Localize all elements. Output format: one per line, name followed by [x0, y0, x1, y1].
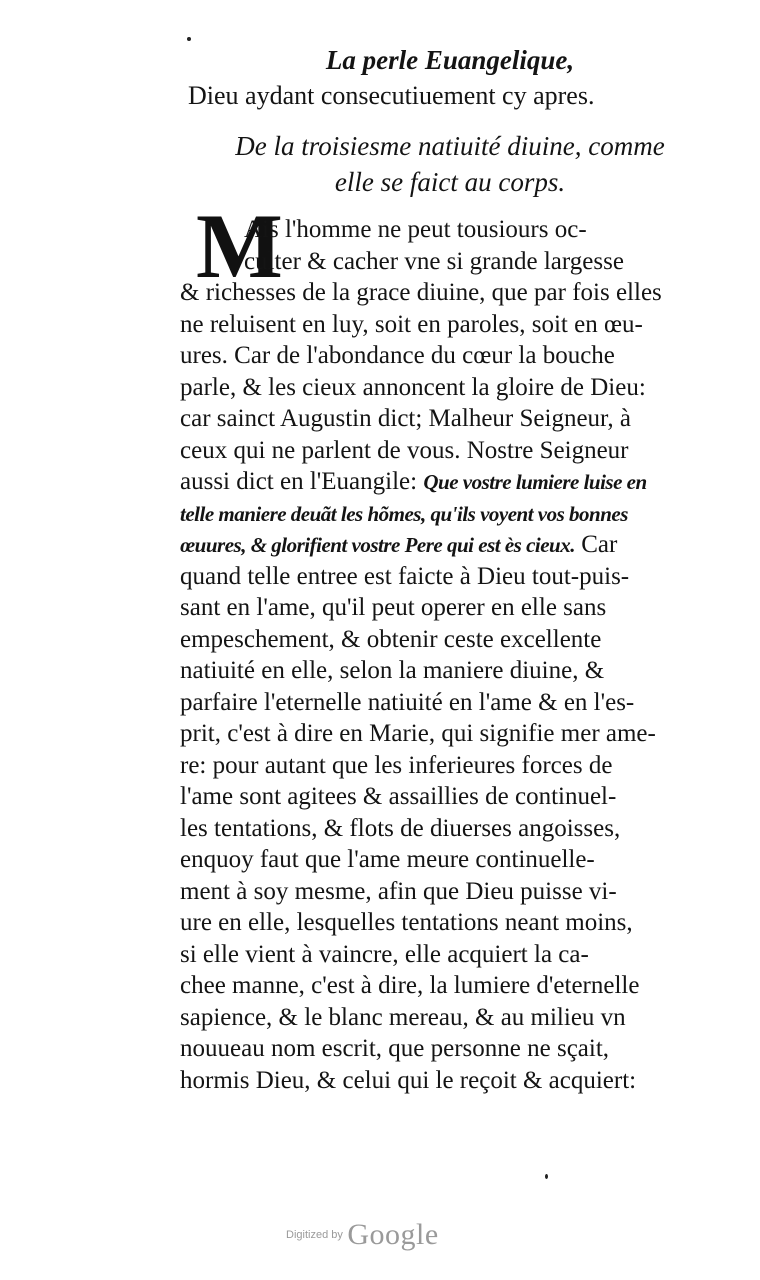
- text-line: ment à soy mesme, afin que Dieu puisse vi-: [180, 877, 617, 905]
- text-line: quand telle entree est faicte à Dieu tout-puis-: [180, 562, 630, 590]
- scripture-quote-1: Que vostre lumiere luise en: [423, 470, 647, 494]
- text-line: empeschement, & obtenir ceste excellente: [180, 625, 602, 653]
- running-title: La perle Euangelique,: [325, 45, 575, 75]
- text-line: prit, c'est à dire en Marie, qui signifie mer ame-: [180, 720, 656, 747]
- text-line: ceux qui ne parlent de vous. Nostre Seigneur: [180, 436, 629, 464]
- text-line: [180, 466, 720, 498]
- watermark-prefix: Digitized by: [286, 1229, 343, 1241]
- text-line: nouueau nom escrit, que personne ne sçait,: [180, 1035, 610, 1062]
- text-line: si elle vient à vaincre, elle acquiert la ca-: [180, 940, 589, 968]
- text-run: aussi dict en l'Euangile:: [180, 468, 424, 495]
- drop-cap-letter: M: [196, 195, 283, 297]
- chapter-title-line-2: elle se faict au corps.: [334, 167, 566, 197]
- running-subtitle: Dieu aydant consecutiuement cy apres.: [188, 81, 595, 110]
- text-line: natiuité en elle, selon la maniere diuine, &: [180, 657, 605, 684]
- body-text: [180, 214, 720, 1096]
- text-line: parfaire l'eternelle natiuité en l'ame & en l'es-: [180, 688, 635, 716]
- text-line: hormis Dieu, & celui qui le reçoit & acquiert:: [180, 1066, 637, 1094]
- google-logo: Google: [347, 1218, 439, 1251]
- text-line: ures. Car de l'abondance du cœur la bouche: [180, 342, 615, 369]
- ink-speck-top: [187, 37, 191, 41]
- text-line: ure en elle, lesquelles tentations neant moins,: [180, 909, 633, 936]
- chapter-title: [190, 128, 710, 200]
- text-line: enquoy faut que l'ame meure continuelle-: [180, 846, 595, 873]
- text-line: sapience, & le blanc mereau, & au milieu vn: [180, 1003, 626, 1031]
- text-line: re: pour autant que les inferieures forces de: [180, 751, 613, 779]
- ink-speck-bottom: [545, 1174, 548, 1179]
- text-line: Ais l'homme ne peut tousiours oc-: [244, 216, 587, 243]
- text-line: chee manne, c'est à dire, la lumiere d'eternelle: [180, 972, 640, 999]
- text-line: ne reluisent en luy, soit en paroles, soit en œu-: [180, 310, 643, 338]
- text-line: sant en l'ame, qu'il peut operer en elle sans: [180, 594, 607, 621]
- text-line: les tentations, & flots de diuerses angoisses,: [180, 814, 621, 842]
- text-line: [180, 498, 720, 530]
- text-line: culter & cacher vne si grande largesse: [244, 247, 624, 275]
- chapter-title-line-1: De la troisiesme natiuité diuine, comme: [235, 131, 665, 161]
- running-head: [170, 42, 690, 114]
- text-line: parle, & les cieux annoncent la gloire de Dieu:: [180, 373, 646, 401]
- text-line: [180, 529, 720, 561]
- text-run: Car: [574, 531, 618, 558]
- text-line: car sainct Augustin dict; Malheur Seigneur, à: [180, 405, 631, 432]
- text-line: l'ame sont agitees & assaillies de continuel-: [180, 783, 617, 810]
- scripture-quote-3: œuures, & glorifient vostre Pere qui est ès cieux.: [180, 533, 575, 557]
- digitized-by-google-watermark: [286, 1218, 486, 1252]
- text-line: & richesses de la grace diuine, que par fois elles: [180, 279, 662, 306]
- scripture-quote-2: telle maniere deuãt les hõmes, qu'ils voyent vos bonnes: [180, 501, 628, 526]
